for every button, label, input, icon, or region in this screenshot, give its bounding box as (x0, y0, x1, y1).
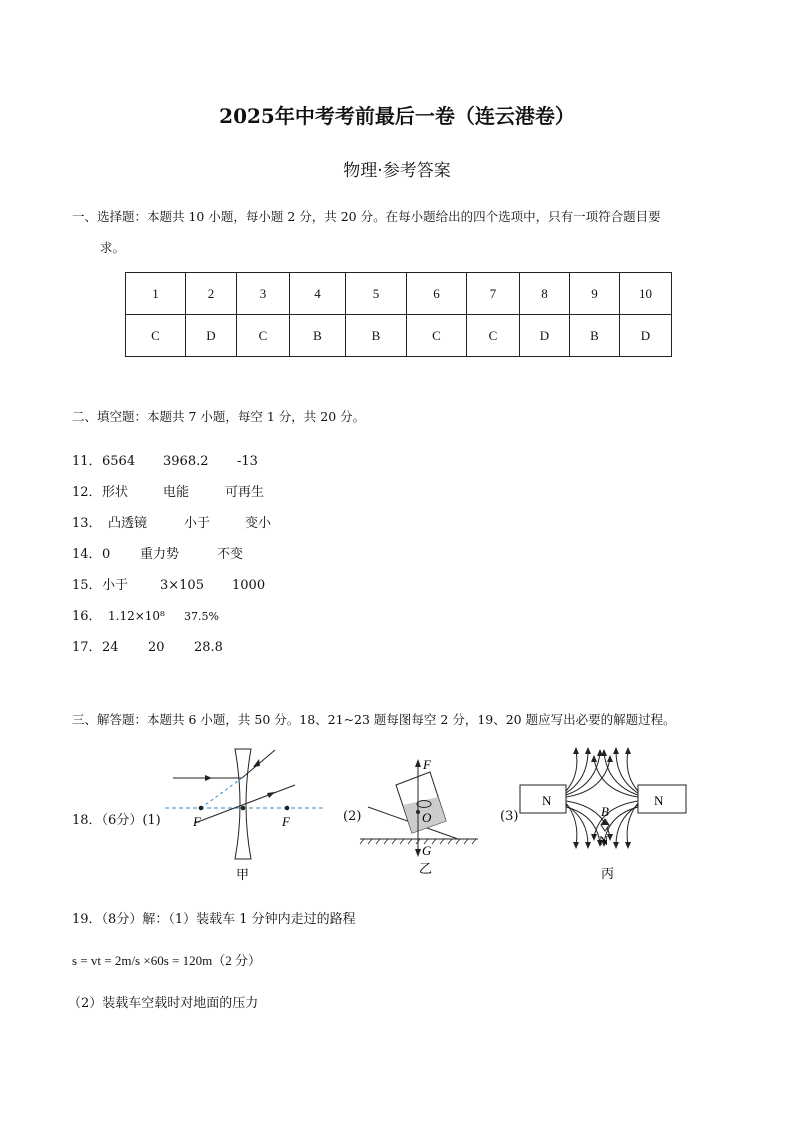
answer-part: 形状 (102, 485, 129, 500)
section1-heading: 一、选择题：本题共 10 小题，每小题 2 分，共 20 分。在每小题给出的四个选项中，只有一项符合题目要 (72, 209, 661, 224)
right-magnet-n-label: N (654, 793, 664, 808)
answer-part: 不变 (217, 547, 244, 562)
fill-answer-item (72, 605, 219, 624)
answer-part: 24 (102, 640, 119, 655)
answer-cell: C (126, 315, 186, 357)
item-number: 13． (72, 516, 102, 531)
question-number-cell: 9 (570, 273, 620, 315)
item-number: 16． (72, 609, 102, 624)
question-number-cell: 2 (186, 273, 237, 315)
fill-answer-item (72, 512, 271, 531)
answer-cell: B (570, 315, 620, 357)
section3-heading: 三、解答题：本题共 6 小题，共 50 分。18、21~23 题每图每空 2 分，19、20 题应写出必要的解题过程。 (72, 712, 676, 727)
answer-part: 28.8 (194, 640, 223, 655)
question-number-cell: 8 (520, 273, 570, 315)
answer-cell: D (520, 315, 570, 357)
answer-cell: B (290, 315, 346, 357)
fill-answer-item (72, 636, 223, 655)
answer-part: 凸透镜 (108, 516, 148, 531)
incline-block-diagram (358, 755, 483, 880)
item-number: 11． (72, 454, 102, 469)
page-subtitle: 物理·参考答案 (343, 161, 451, 181)
point-b-label: B (601, 804, 609, 819)
left-magnet-n-label: N (542, 793, 552, 808)
force-f-label: F (423, 757, 431, 772)
answer-part: 变小 (245, 516, 272, 531)
figure-bing-caption: 丙 (601, 866, 615, 881)
answer-table-numbers-row (126, 273, 672, 315)
q19-line3: （2）装载车空载时对地面的压力 (68, 996, 259, 1011)
answer-part: 6564 (102, 454, 136, 469)
question-number-cell: 4 (290, 273, 346, 315)
answer-table-answers-row (126, 315, 672, 357)
q18-sub2-label: (2) (343, 809, 362, 824)
q18-sub3-label: (3) (500, 809, 519, 824)
answer-part: 1000 (232, 578, 266, 593)
answer-part: 20 (148, 640, 165, 655)
focal-point-left-label: F (193, 814, 201, 829)
fill-answer-item (72, 481, 264, 500)
fill-answer-item (72, 543, 243, 562)
item-number: 14． (72, 547, 102, 562)
answer-part: -13 (237, 454, 258, 469)
item-number: 17． (72, 640, 102, 655)
figure-jia-caption: 甲 (236, 867, 250, 882)
section2-heading: 二、填空题：本题共 7 小题，每空 1 分，共 20 分。 (72, 409, 366, 424)
answer-cell: C (407, 315, 467, 357)
answer-part: 电能 (163, 485, 190, 500)
answer-part: 0 (102, 547, 111, 562)
needle-n-label: N (599, 833, 609, 848)
answer-part: 37.5% (184, 610, 219, 623)
page-title: 2025年中考考前最后一卷（连云港卷） (219, 104, 575, 128)
question-number-cell: 5 (346, 273, 407, 315)
question-number-cell: 7 (467, 273, 520, 315)
answer-part: 可再生 (225, 485, 265, 500)
gravity-g-label: G (422, 843, 432, 858)
q18-label: 18．（6分）(1) (72, 813, 161, 828)
answer-cell: B (346, 315, 407, 357)
answer-part: 小于 (184, 516, 211, 531)
answer-cell: C (237, 315, 290, 357)
answer-part: 1.12×10⁸ (108, 609, 165, 623)
magnet-field-diagram (518, 745, 698, 885)
answer-part: 重力势 (140, 547, 180, 562)
fill-answer-item (72, 450, 258, 469)
answer-table (125, 272, 672, 357)
answer-cell: D (186, 315, 237, 357)
question-number-cell: 3 (237, 273, 290, 315)
item-number: 15． (72, 578, 102, 593)
concave-lens-diagram (165, 745, 330, 885)
q19-line2: s = vt = 2m/s ×60s = 120m（2 分） (72, 953, 261, 968)
answer-cell: C (467, 315, 520, 357)
answer-part: 3×105 (160, 578, 204, 593)
focal-point-right-label: F (282, 814, 290, 829)
question-number-cell: 6 (407, 273, 467, 315)
q19-line1: 19．（8分）解：（1）装载车 1 分钟内走过的路程 (72, 912, 356, 927)
answer-part: 3968.2 (163, 454, 209, 469)
question-number-cell: 1 (126, 273, 186, 315)
item-number: 12． (72, 485, 102, 500)
answer-part: 小于 (102, 578, 129, 593)
fill-answer-item (72, 574, 265, 593)
question-number-cell: 10 (620, 273, 672, 315)
section1-heading-cont: 求。 (100, 240, 126, 255)
center-o-label: O (422, 810, 432, 825)
answer-cell: D (620, 315, 672, 357)
figure-yi-caption: 乙 (419, 861, 433, 876)
